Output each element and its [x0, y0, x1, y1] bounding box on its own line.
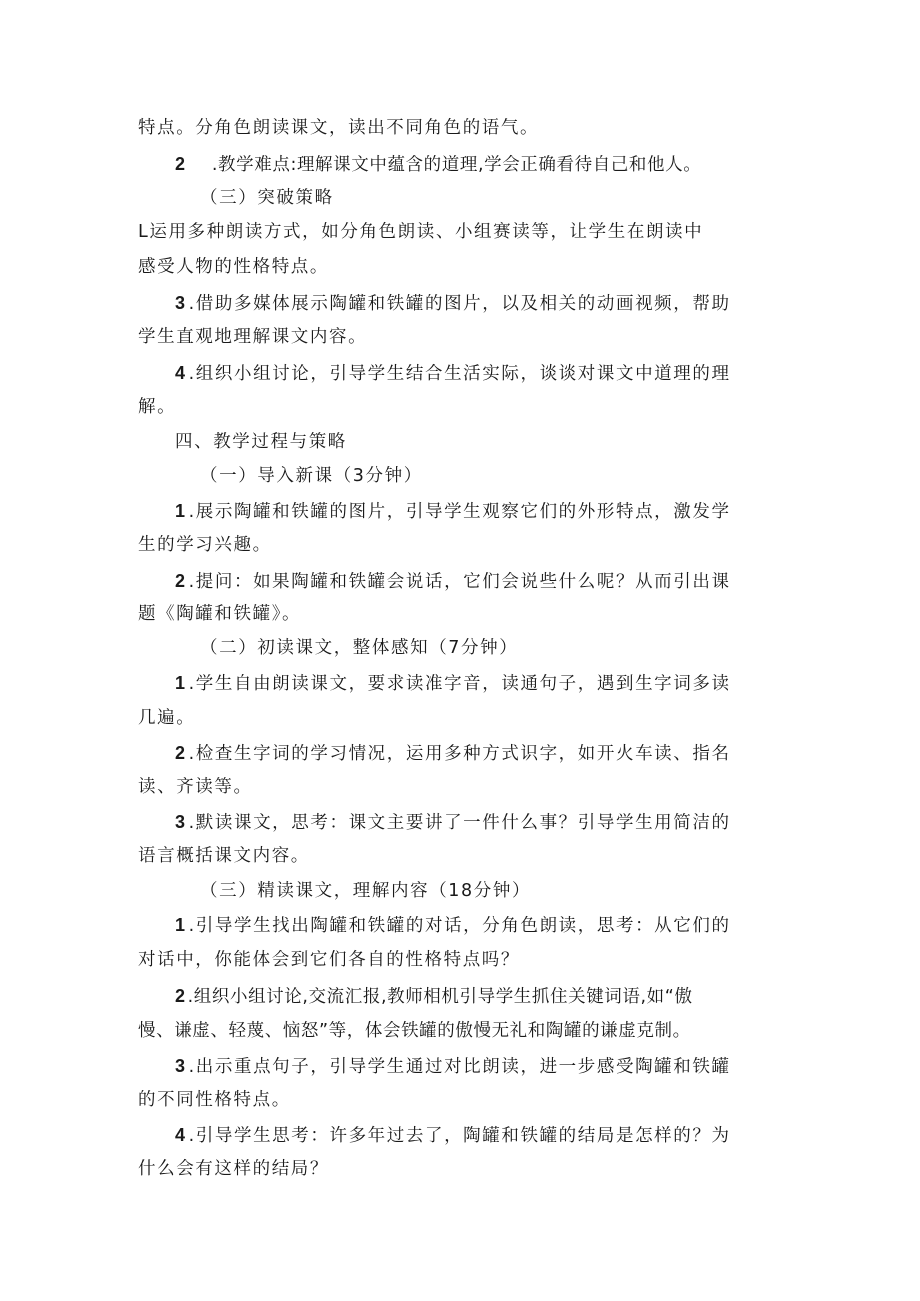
text-line — [138, 845, 310, 867]
text-line — [138, 707, 195, 729]
line-text: .引导学生找出陶罐和铁罐的对话，分角色朗读，思考：从它们的 — [188, 916, 731, 936]
line-text: .组织小组讨论，引导学生结合生活实际，谈谈对课文中道理的理 — [188, 364, 731, 384]
line-text: 学生直观地理解课文内容。 — [138, 327, 368, 347]
list-item — [175, 500, 731, 523]
line-text: .展示陶罐和铁罐的图片，引导学生观察它们的外形特点，激发学 — [188, 502, 731, 522]
list-item — [175, 1124, 731, 1147]
line-text: .教学难点:理解课文中蕴含的道理,学会正确看待自己和他人。 — [187, 155, 702, 175]
line-text: 对话中，你能体会到它们各自的性格特点吗？ — [138, 950, 520, 970]
line-text: （三）突破策略 — [200, 188, 334, 208]
line-text: .借助多媒体展示陶罐和铁罐的图片，以及相关的动画视频，帮助 — [188, 294, 731, 314]
text-line — [138, 1020, 691, 1042]
text-line — [138, 326, 367, 348]
item-number: 2 — [175, 571, 187, 591]
text-line — [138, 534, 272, 556]
line-text: 题《陶罐和铁罐》。 — [138, 604, 302, 624]
list-item — [175, 811, 731, 834]
list-item — [175, 914, 731, 937]
text-line — [138, 603, 301, 625]
line-text: .引导学生思考：许多年过去了，陶罐和铁罐的结局是怎样的？为 — [188, 1126, 731, 1146]
section-heading — [200, 187, 334, 209]
line-text: 几遍。 — [138, 708, 196, 728]
item-number: 2 — [175, 986, 186, 1006]
line-text: 什么会有这样的结局？ — [138, 1159, 329, 1179]
text-line — [138, 1089, 291, 1111]
list-item — [175, 292, 731, 315]
line-text: L运用多种朗读方式，如分角色朗读、小组赛读等，让学生在朗读中 — [138, 222, 704, 242]
item-number: 3 — [175, 293, 187, 313]
item-number: 1 — [175, 501, 187, 521]
item-number: 4 — [175, 1125, 187, 1145]
item-number: 1 — [175, 673, 187, 693]
text-line — [138, 776, 253, 798]
list-item — [175, 570, 731, 593]
list-item — [175, 672, 731, 695]
list-item — [175, 985, 693, 1008]
list-item — [175, 362, 731, 385]
item-number: 3 — [175, 1056, 187, 1076]
line-text: .默读课文，思考：课文主要讲了一件什么事？引导学生用简洁的 — [188, 813, 731, 833]
section-heading — [200, 465, 423, 487]
text-line — [138, 1158, 329, 1180]
line-text: 慢、谦虚、轻蔑、恼怒”等，体会铁罐的傲慢无礼和陶罐的谦虚克制。 — [138, 1021, 691, 1041]
list-item — [175, 153, 701, 176]
line-text: 读、齐读等。 — [138, 777, 253, 797]
line-text: .组织小组讨论,交流汇报,教师相机引导学生抓住关键词语,如“傲 — [187, 987, 693, 1007]
line-text: 解。 — [138, 397, 177, 417]
text-line — [138, 256, 329, 278]
line-text: 生的学习兴趣。 — [138, 535, 272, 555]
line-text: 四、教学过程与策略 — [175, 432, 347, 452]
line-text: （三）精读课文，理解内容（18分钟） — [200, 881, 532, 901]
line-text: 的不同性格特点。 — [138, 1090, 291, 1110]
text-line — [138, 949, 520, 971]
section-heading — [200, 637, 518, 659]
item-number: 2 — [175, 743, 187, 763]
line-text: （一）导入新课（3分钟） — [200, 466, 423, 486]
line-text: （二）初读课文，整体感知（7分钟） — [200, 638, 519, 658]
line-text: .学生自由朗读课文，要求读准字音，读通句子，遇到生字词多读 — [188, 674, 731, 694]
line-text: 感受人物的性格特点。 — [138, 257, 329, 277]
line-text: 语言概括课文内容。 — [138, 846, 310, 866]
text-line — [138, 396, 176, 418]
text-line — [138, 221, 703, 243]
line-text: 特点。分角色朗读课文，读出不同角色的语气。 — [138, 118, 540, 138]
item-number: 1 — [175, 915, 187, 935]
list-item — [175, 1055, 731, 1078]
text-line — [138, 117, 539, 139]
list-item — [175, 742, 731, 765]
section-heading — [200, 880, 531, 902]
line-text: .出示重点句子，引导学生通过对比朗读，进一步感受陶罐和铁罐 — [188, 1057, 731, 1077]
item-number: 3 — [175, 812, 187, 832]
item-number: 2 — [175, 154, 186, 174]
item-number: 4 — [175, 363, 187, 383]
section-heading — [175, 431, 347, 453]
line-text: .检查生字词的学习情况，运用多种方式识字，如开火车读、指名 — [188, 744, 731, 764]
line-text: .提问：如果陶罐和铁罐会说话，它们会说些什么呢？从而引出课 — [188, 572, 731, 592]
